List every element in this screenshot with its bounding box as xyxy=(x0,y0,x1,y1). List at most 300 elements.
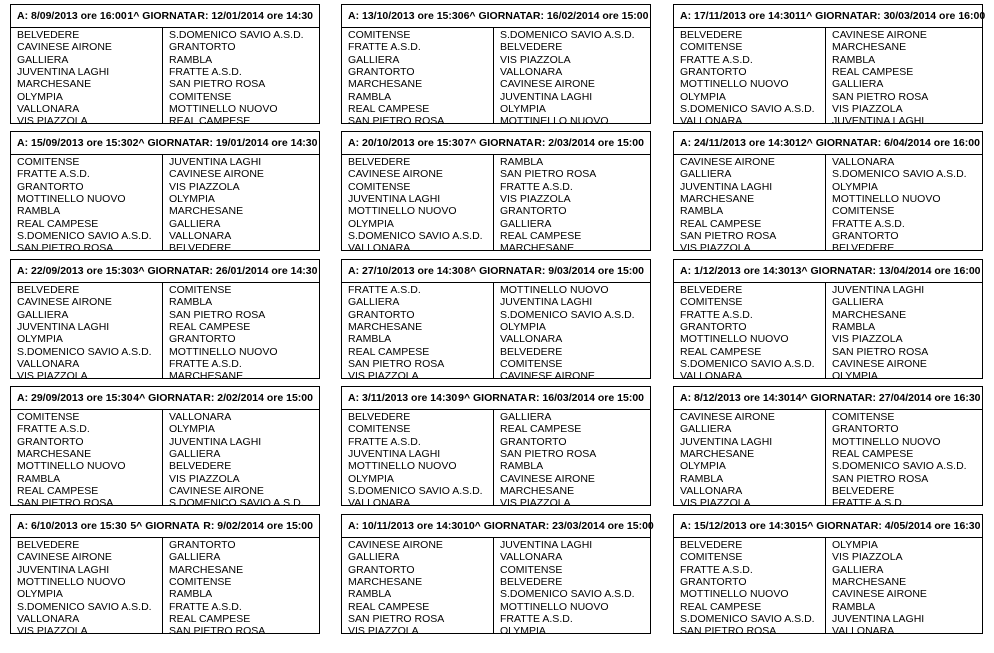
home-team: BELVEDERE xyxy=(348,411,411,423)
match-row xyxy=(342,625,650,637)
match-list xyxy=(342,283,650,383)
away-team: BELVEDERE xyxy=(500,41,563,54)
away-team: SAN PIETRO ROSA xyxy=(832,90,929,103)
ritorno-date: R: 2/02/2014 ore 15:00 xyxy=(203,392,313,404)
home-team: VIS PIAZZOLA xyxy=(680,242,751,255)
home-team: CAVINESE AIRONE xyxy=(680,156,775,168)
match-row xyxy=(674,54,982,66)
match-row xyxy=(342,613,650,625)
match-row xyxy=(11,601,319,613)
home-team: SAN PIETRO ROSA xyxy=(17,497,114,510)
away-team: CAVINESE AIRONE xyxy=(500,370,595,383)
home-team: GRANTORTO xyxy=(348,65,415,78)
match-row xyxy=(342,436,650,448)
away-team: CAVINESE AIRONE xyxy=(832,29,927,41)
away-team: BELVEDERE xyxy=(832,484,895,497)
round-card xyxy=(341,4,651,128)
andata-date: A: 13/10/2013 ore 15:30 xyxy=(348,10,464,22)
away-team: CAVINESE AIRONE xyxy=(832,588,927,601)
match-row xyxy=(342,473,650,485)
home-team: CAVINESE AIRONE xyxy=(348,168,443,181)
home-team: GRANTORTO xyxy=(17,180,84,193)
away-team: RAMBLA xyxy=(832,600,876,613)
match-row xyxy=(11,370,319,382)
home-team: RAMBLA xyxy=(17,205,61,218)
home-team: JUVENTINA LAGHI xyxy=(17,65,110,78)
away-team: GALLIERA xyxy=(832,296,884,309)
round-card xyxy=(341,259,651,383)
match-row xyxy=(342,551,650,563)
away-team: GALLIERA xyxy=(169,551,221,564)
away-team: FRATTE A.S.D. xyxy=(169,357,242,370)
away-team: RAMBLA xyxy=(169,588,213,601)
match-row xyxy=(11,321,319,333)
round-header xyxy=(11,387,319,410)
home-team: VALLONARA xyxy=(17,102,80,115)
andata-date: A: 3/11/2013 ore 14:30 xyxy=(348,392,458,404)
home-team: MOTTINELLO NUOVO xyxy=(680,78,789,91)
match-row xyxy=(342,115,650,127)
away-team: MARCHESANE xyxy=(500,242,575,255)
home-team: GALLIERA xyxy=(680,423,732,436)
round-header xyxy=(674,5,986,28)
round-header xyxy=(674,260,982,283)
away-team: JUVENTINA LAGHI xyxy=(169,435,262,448)
home-team: SAN PIETRO ROSA xyxy=(680,229,777,242)
match-row xyxy=(342,497,650,509)
round-header xyxy=(342,515,654,538)
round-header xyxy=(342,132,650,155)
home-team: RAMBLA xyxy=(17,472,61,485)
away-team: MOTTINELLO NUOVO xyxy=(500,284,609,296)
match-row xyxy=(342,485,650,497)
match-row xyxy=(11,448,319,460)
ritorno-date: R: 30/03/2014 ore 16:00 xyxy=(869,10,986,22)
home-team: MOTTINELLO NUOVO xyxy=(348,205,457,218)
away-team: REAL CAMPESE xyxy=(169,612,251,625)
home-team: S.DOMENICO SAVIO A.S.D. xyxy=(348,484,483,497)
match-row xyxy=(342,370,650,382)
away-team: S.DOMENICO SAVIO A.S.D. xyxy=(500,308,635,321)
away-team: RAMBLA xyxy=(169,53,213,66)
home-team: VIS PIAZZOLA xyxy=(17,370,88,383)
home-team: BELVEDERE xyxy=(348,156,411,168)
home-team: RAMBLA xyxy=(680,472,724,485)
match-list xyxy=(11,538,319,638)
home-team: REAL CAMPESE xyxy=(348,102,430,115)
away-team: SAN PIETRO ROSA xyxy=(500,168,597,181)
away-team: JUVENTINA LAGHI xyxy=(500,90,593,103)
away-team: FRATTE A.S.D. xyxy=(169,600,242,613)
ritorno-date: R: 16/02/2014 ore 15:00 xyxy=(532,10,649,22)
match-row xyxy=(11,333,319,345)
giornata-label: 14^ GIORNATA xyxy=(789,392,865,404)
home-team: REAL CAMPESE xyxy=(680,600,762,613)
away-team: SAN PIETRO ROSA xyxy=(500,447,597,460)
home-team: FRATTE A.S.D. xyxy=(680,53,753,66)
away-team: MOTTINELLO NUOVO xyxy=(169,345,278,358)
round-header xyxy=(342,387,650,410)
away-team: RAMBLA xyxy=(500,156,544,168)
away-team: JUVENTINA LAGHI xyxy=(832,115,925,128)
match-row xyxy=(674,497,982,509)
match-row xyxy=(342,78,650,90)
away-team: CAVINESE AIRONE xyxy=(169,484,264,497)
giornata-label: 8^ GIORNATA xyxy=(464,265,534,277)
home-team: COMITENSE xyxy=(348,180,411,193)
home-team: REAL CAMPESE xyxy=(680,217,762,230)
away-team: REAL CAMPESE xyxy=(500,423,582,436)
home-team: CAVINESE AIRONE xyxy=(17,551,112,564)
round-card xyxy=(341,514,654,638)
giornata-label: 12^ GIORNATA xyxy=(795,137,871,149)
away-team: JUVENTINA LAGHI xyxy=(832,612,925,625)
away-team: REAL CAMPESE xyxy=(832,65,914,78)
round-card xyxy=(673,259,983,383)
match-row xyxy=(11,91,319,103)
match-row xyxy=(674,576,982,588)
away-team: CAVINESE AIRONE xyxy=(500,78,595,91)
round-header xyxy=(674,387,982,410)
away-team: REAL CAMPESE xyxy=(169,320,251,333)
match-row xyxy=(11,193,319,205)
home-team: GRANTORTO xyxy=(680,320,747,333)
home-team: REAL CAMPESE xyxy=(348,345,430,358)
home-team: OLYMPIA xyxy=(17,90,63,103)
match-row xyxy=(674,333,982,345)
andata-date: A: 8/12/2013 ore 14:30 xyxy=(680,392,790,404)
away-team: MOTTINELLO NUOVO xyxy=(500,115,609,128)
match-row xyxy=(342,460,650,472)
match-row xyxy=(11,564,319,576)
home-team: COMITENSE xyxy=(680,41,743,54)
away-team: OLYMPIA xyxy=(169,192,215,205)
away-team: COMITENSE xyxy=(500,357,563,370)
match-row xyxy=(674,181,982,193)
away-team: JUVENTINA LAGHI xyxy=(500,296,593,309)
match-row xyxy=(11,613,319,625)
round-card xyxy=(10,386,320,510)
match-row xyxy=(11,625,319,637)
round-header xyxy=(11,5,319,28)
match-row xyxy=(342,309,650,321)
match-row xyxy=(11,460,319,472)
away-team: GALLIERA xyxy=(500,411,552,423)
home-team: VIS PIAZZOLA xyxy=(348,370,419,383)
away-team: REAL CAMPESE xyxy=(500,229,582,242)
away-team: REAL CAMPESE xyxy=(169,115,251,128)
home-team: FRATTE A.S.D. xyxy=(348,435,421,448)
giornata-label: 9^ GIORNATA xyxy=(458,392,528,404)
away-team: GALLIERA xyxy=(169,217,221,230)
home-team: REAL CAMPESE xyxy=(680,345,762,358)
match-row xyxy=(11,551,319,563)
away-team: RAMBLA xyxy=(169,296,213,309)
match-row xyxy=(11,103,319,115)
ritorno-date: R: 27/04/2014 ore 16:30 xyxy=(864,392,981,404)
round-card xyxy=(10,259,320,383)
away-team: OLYMPIA xyxy=(832,370,878,383)
away-team: SAN PIETRO ROSA xyxy=(832,345,929,358)
match-row xyxy=(11,29,319,41)
match-row xyxy=(674,91,982,103)
away-team: MARCHESANE xyxy=(832,308,907,321)
home-team: VALLONARA xyxy=(348,497,411,510)
away-team: MARCHESANE xyxy=(169,563,244,576)
away-team: GRANTORTO xyxy=(169,41,236,54)
home-team: OLYMPIA xyxy=(17,333,63,346)
match-row xyxy=(11,115,319,127)
home-team: MOTTINELLO NUOVO xyxy=(348,460,457,473)
away-team: SAN PIETRO ROSA xyxy=(169,625,266,638)
giornata-label: 3^ GIORNATA xyxy=(132,265,202,277)
away-team: REAL CAMPESE xyxy=(832,447,914,460)
home-team: VIS PIAZZOLA xyxy=(17,115,88,128)
giornata-label: 10^ GIORNATA xyxy=(463,520,539,532)
home-team: OLYMPIA xyxy=(348,472,394,485)
home-team: MARCHESANE xyxy=(348,575,423,588)
home-team: SAN PIETRO ROSA xyxy=(348,612,445,625)
andata-date: A: 8/09/2013 ore 16:00 xyxy=(17,10,127,22)
home-team: FRATTE A.S.D. xyxy=(17,423,90,436)
match-row xyxy=(11,181,319,193)
giornata-label: 1^ GIORNATA xyxy=(127,10,197,22)
ritorno-date: R: 12/01/2014 ore 14:30 xyxy=(197,10,313,22)
ritorno-date: R: 23/03/2014 ore 15:00 xyxy=(538,520,654,532)
home-team: BELVEDERE xyxy=(17,29,80,41)
giornata-label: 2^ GIORNATA xyxy=(132,137,202,149)
match-row xyxy=(674,551,982,563)
home-team: BELVEDERE xyxy=(17,539,80,551)
match-row xyxy=(342,29,650,41)
match-row xyxy=(11,473,319,485)
match-row xyxy=(11,576,319,588)
match-row xyxy=(11,66,319,78)
home-team: CAVINESE AIRONE xyxy=(348,539,443,551)
match-row xyxy=(342,448,650,460)
match-list xyxy=(342,155,650,255)
match-row xyxy=(342,346,650,358)
home-team: VALLONARA xyxy=(680,370,743,383)
home-team: MOTTINELLO NUOVO xyxy=(17,192,126,205)
away-team: GRANTORTO xyxy=(500,205,567,218)
home-team: OLYMPIA xyxy=(17,588,63,601)
match-row xyxy=(11,485,319,497)
match-row xyxy=(11,205,319,217)
home-team: JUVENTINA LAGHI xyxy=(348,192,441,205)
away-team: RAMBLA xyxy=(500,460,544,473)
home-team: BELVEDERE xyxy=(680,539,743,551)
away-team: BELVEDERE xyxy=(500,575,563,588)
home-team: VALLONARA xyxy=(17,612,80,625)
match-list xyxy=(674,538,982,638)
home-team: RAMBLA xyxy=(348,333,392,346)
match-row xyxy=(674,485,982,497)
match-row xyxy=(674,284,982,296)
away-team: SAN PIETRO ROSA xyxy=(832,472,929,485)
match-row xyxy=(11,423,319,435)
away-team: RAMBLA xyxy=(832,53,876,66)
match-row xyxy=(674,78,982,90)
match-list xyxy=(674,28,982,128)
andata-date: A: 20/10/2013 ore 15:30 xyxy=(348,137,464,149)
home-team: GALLIERA xyxy=(17,53,69,66)
match-row xyxy=(674,66,982,78)
away-team: RAMBLA xyxy=(832,320,876,333)
home-team: VIS PIAZZOLA xyxy=(17,625,88,638)
home-team: VIS PIAZZOLA xyxy=(348,625,419,638)
away-team: BELVEDERE xyxy=(832,242,895,255)
match-row xyxy=(342,193,650,205)
home-team: OLYMPIA xyxy=(348,217,394,230)
match-row xyxy=(674,346,982,358)
home-team: CAVINESE AIRONE xyxy=(17,41,112,54)
ritorno-date: R: 19/01/2014 ore 14:30 xyxy=(201,137,318,149)
home-team: S.DOMENICO SAVIO A.S.D. xyxy=(17,229,152,242)
home-team: MARCHESANE xyxy=(348,320,423,333)
away-team: COMITENSE xyxy=(500,563,563,576)
match-row xyxy=(11,309,319,321)
andata-date: A: 17/11/2013 ore 14:30 xyxy=(680,10,795,22)
andata-date: A: 15/09/2013 ore 15:30 xyxy=(17,137,133,149)
away-team: MARCHESANE xyxy=(169,370,244,383)
home-team: BELVEDERE xyxy=(17,284,80,296)
match-row xyxy=(342,296,650,308)
away-team: BELVEDERE xyxy=(169,460,232,473)
away-team: MARCHESANE xyxy=(169,205,244,218)
match-row xyxy=(11,497,319,509)
match-row xyxy=(11,358,319,370)
away-team: MARCHESANE xyxy=(832,41,907,54)
andata-date: A: 27/10/2013 ore 14:30 xyxy=(348,265,464,277)
giornata-label: 7^ GIORNATA xyxy=(464,137,534,149)
round-card xyxy=(673,386,983,510)
home-team: FRATTE A.S.D. xyxy=(348,284,421,296)
away-team: S.DOMENICO SAVIO A.S.D. xyxy=(500,29,635,41)
match-row xyxy=(11,78,319,90)
match-row xyxy=(342,205,650,217)
home-team: COMITENSE xyxy=(17,156,80,168)
ritorno-date: R: 2/03/2014 ore 15:00 xyxy=(534,137,644,149)
ritorno-date: R: 13/04/2014 ore 16:00 xyxy=(864,265,981,277)
round-card xyxy=(673,514,983,638)
home-team: VALLONARA xyxy=(348,242,411,255)
match-list xyxy=(342,538,650,638)
away-team: S.DOMENICO SAVIO A.S.D. xyxy=(169,497,304,510)
round-header xyxy=(674,132,982,155)
match-row xyxy=(674,588,982,600)
away-team: VIS PIAZZOLA xyxy=(832,102,903,115)
home-team: SAN PIETRO ROSA xyxy=(348,115,445,128)
match-row xyxy=(674,460,982,472)
match-row xyxy=(342,423,650,435)
match-row xyxy=(342,411,650,423)
away-team: GRANTORTO xyxy=(832,229,899,242)
match-row xyxy=(674,296,982,308)
match-row xyxy=(11,296,319,308)
match-row xyxy=(674,539,982,551)
ritorno-date: R: 4/05/2014 ore 16:30 xyxy=(870,520,981,532)
away-team: VIS PIAZZOLA xyxy=(832,333,903,346)
away-team: BELVEDERE xyxy=(500,345,563,358)
home-team: CAVINESE AIRONE xyxy=(680,411,775,423)
match-row xyxy=(11,230,319,242)
home-team: S.DOMENICO SAVIO A.S.D. xyxy=(17,600,152,613)
home-team: MOTTINELLO NUOVO xyxy=(680,588,789,601)
away-team: GALLIERA xyxy=(832,563,884,576)
match-row xyxy=(342,601,650,613)
andata-date: A: 22/09/2013 ore 15:30 xyxy=(17,265,133,277)
away-team: COMITENSE xyxy=(169,575,232,588)
match-row xyxy=(674,242,982,254)
andata-date: A: 1/12/2013 ore 14:30 xyxy=(680,265,790,277)
away-team: VIS PIAZZOLA xyxy=(169,180,240,193)
home-team: GRANTORTO xyxy=(348,563,415,576)
away-team: COMITENSE xyxy=(832,205,895,218)
away-team: VALLONARA xyxy=(500,551,563,564)
round-card xyxy=(341,386,651,510)
away-team: S.DOMENICO SAVIO A.S.D. xyxy=(169,29,304,41)
round-header xyxy=(342,260,650,283)
away-team: S.DOMENICO SAVIO A.S.D. xyxy=(832,460,967,473)
match-row xyxy=(11,242,319,254)
match-row xyxy=(342,576,650,588)
away-team: SAN PIETRO ROSA xyxy=(169,308,266,321)
giornata-label: 13^ GIORNATA xyxy=(789,265,865,277)
ritorno-date: R: 16/03/2014 ore 15:00 xyxy=(528,392,644,404)
match-row xyxy=(342,321,650,333)
round-card xyxy=(10,4,320,128)
ritorno-date: R: 26/01/2014 ore 14:30 xyxy=(201,265,318,277)
away-team: GALLIERA xyxy=(169,447,221,460)
match-row xyxy=(342,539,650,551)
match-row xyxy=(674,358,982,370)
match-row xyxy=(342,91,650,103)
home-team: MOTTINELLO NUOVO xyxy=(17,460,126,473)
match-row xyxy=(674,230,982,242)
home-team: REAL CAMPESE xyxy=(17,484,99,497)
ritorno-date: R: 9/03/2014 ore 15:00 xyxy=(534,265,644,277)
ritorno-date: R: 6/04/2014 ore 16:00 xyxy=(870,137,980,149)
match-row xyxy=(674,115,982,127)
match-row xyxy=(11,218,319,230)
home-team: S.DOMENICO SAVIO A.S.D. xyxy=(17,345,152,358)
home-team: GALLIERA xyxy=(348,53,400,66)
match-row xyxy=(674,156,982,168)
away-team: S.DOMENICO SAVIO A.S.D. xyxy=(500,588,635,601)
match-row xyxy=(674,205,982,217)
home-team: VALLONARA xyxy=(680,115,743,128)
round-card xyxy=(10,514,320,638)
home-team: RAMBLA xyxy=(680,205,724,218)
match-row xyxy=(342,588,650,600)
home-team: MOTTINELLO NUOVO xyxy=(680,333,789,346)
match-row xyxy=(674,473,982,485)
away-team: VALLONARA xyxy=(169,229,232,242)
match-row xyxy=(674,29,982,41)
home-team: JUVENTINA LAGHI xyxy=(348,447,441,460)
round-header xyxy=(674,515,982,538)
away-team: S.DOMENICO SAVIO A.S.D. xyxy=(832,168,967,181)
home-team: VALLONARA xyxy=(17,357,80,370)
match-list xyxy=(674,155,982,255)
away-team: OLYMPIA xyxy=(832,180,878,193)
away-team: COMITENSE xyxy=(169,90,232,103)
away-team: OLYMPIA xyxy=(500,320,546,333)
home-team: S.DOMENICO SAVIO A.S.D. xyxy=(348,229,483,242)
home-team: MARCHESANE xyxy=(680,447,755,460)
home-team: REAL CAMPESE xyxy=(17,217,99,230)
